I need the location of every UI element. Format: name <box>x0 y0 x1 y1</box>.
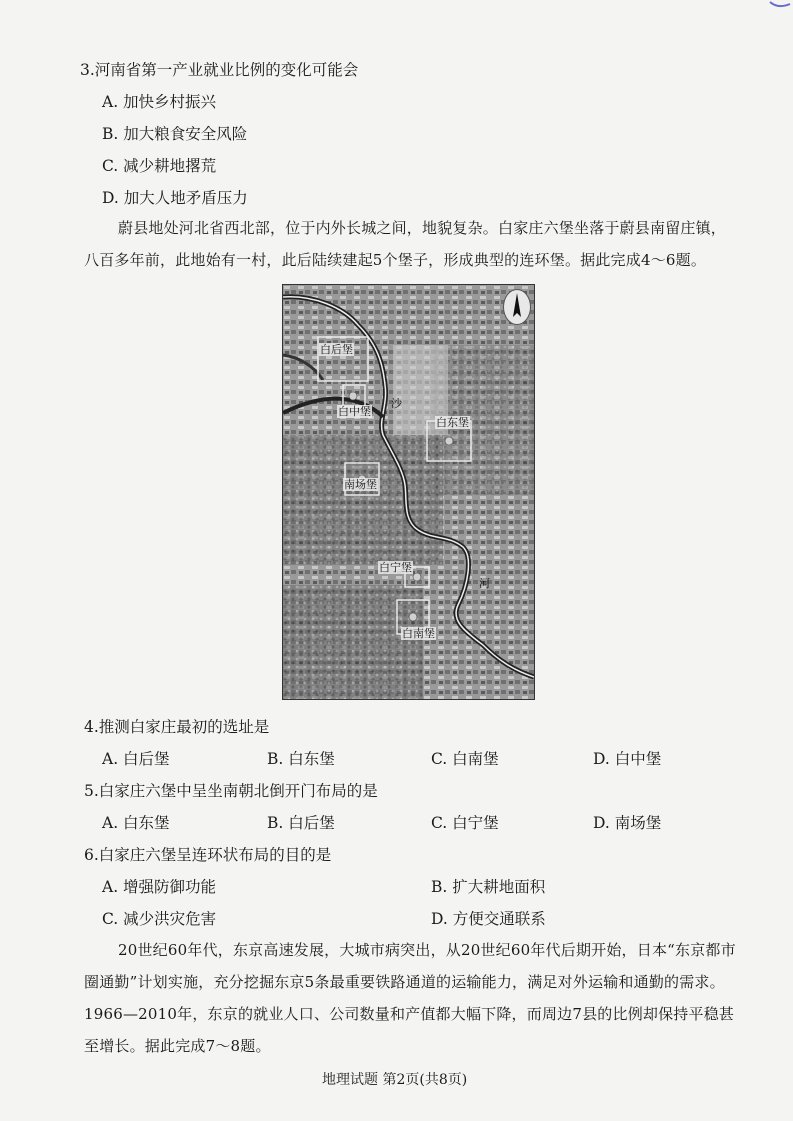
q5-option-d: D. 南场堡 <box>593 814 662 832</box>
q4-stem: 4.推测白家庄最初的选址是 <box>84 718 270 736</box>
passage1-line2: 八百多年前，此地始有一村，此后陆续建起5个堡子，形成典型的连环堡。据此完成4～6题。 <box>84 251 707 269</box>
page-footer: 地理试题 第2页(共8页) <box>322 1072 468 1088</box>
passage1-line1: 蔚县地处河北省西北部，位于内外长城之间，地貌复杂。白家庄六堡坐落于蔚县南留庄镇， <box>118 219 727 237</box>
label-baining: 白宁堡 <box>379 561 412 574</box>
passage2-line1: 20世纪60年代，东京高速发展，大城市病突出，从20世纪60年代后期开始，日本“东京都市 <box>118 941 736 959</box>
q6-option-b: B. 扩大耕地面积 <box>431 878 546 896</box>
q3-option-a: A. 加快乡村振兴 <box>102 93 217 111</box>
label-river-sha: 沙 <box>391 397 402 410</box>
label-river-he: 河 <box>479 577 490 590</box>
q6-option-c: C. 减少洪灾危害 <box>102 910 217 928</box>
passage2-line2: 圈通勤”计划实施，充分挖掘东京5条最重要铁路通道的运输能力，满足对外运输和通勤的需求。 <box>84 973 725 991</box>
q5-option-a: A. 白东堡 <box>102 814 170 832</box>
q3-option-d: D. 加大人地矛盾压力 <box>102 189 248 207</box>
baijiazhuang-map <box>282 284 535 700</box>
label-baidong: 白东堡 <box>436 416 469 429</box>
label-baizhong: 白中堡 <box>338 405 371 418</box>
q3-stem: 3.河南省第一产业就业比例的变化可能会 <box>80 61 359 79</box>
label-nanchang: 南场堡 <box>344 478 377 491</box>
q4-option-b: B. 白东堡 <box>267 750 335 768</box>
passage2-line3: 1966—2010年，东京的就业人口、公司数量和产值都大幅下降，而周边7县的比例却保持平稳甚 <box>84 1005 735 1023</box>
q6-stem: 6.白家庄六堡呈连环状布局的目的是 <box>84 846 332 864</box>
q5-option-b: B. 白后堡 <box>267 814 335 832</box>
passage2-line4: 至增长。据此完成7～8题。 <box>84 1037 271 1055</box>
north-arrow-icon <box>503 289 531 325</box>
q6-option-a: A. 增强防御功能 <box>102 878 217 896</box>
q5-option-c: C. 白宁堡 <box>431 814 499 832</box>
q4-option-c: C. 白南堡 <box>431 750 499 768</box>
q4-option-d: D. 白中堡 <box>593 750 662 768</box>
q6-option-d: D. 方便交通联系 <box>431 910 546 928</box>
q3-option-b: B. 加大粮食安全风险 <box>102 125 248 143</box>
q3-option-c: C. 减少耕地撂荒 <box>102 157 217 175</box>
label-bainan: 白南堡 <box>402 627 435 640</box>
q5-stem: 5.白家庄六堡中呈坐南朝北倒开门布局的是 <box>84 782 378 800</box>
q4-option-a: A. 白后堡 <box>102 750 170 768</box>
label-baihou: 白后堡 <box>320 343 353 356</box>
corner-stamp-mark <box>768 0 793 10</box>
